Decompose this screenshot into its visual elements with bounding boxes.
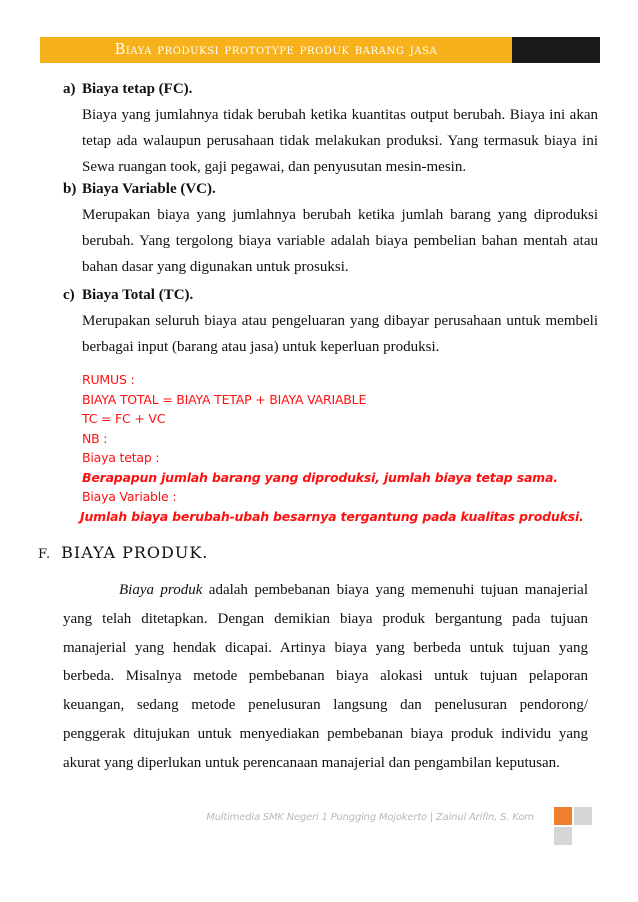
note-fixed-cost-label: Biaya tetap :	[82, 450, 160, 465]
list-marker: b)	[63, 181, 77, 197]
formula-abbreviation: TC = FC + VC	[82, 411, 166, 426]
section-title: BIAYA PRODUK.	[61, 543, 209, 562]
note-variable-cost-label: Biaya Variable :	[82, 489, 177, 504]
item-title: Biaya Variable (VC).	[82, 181, 216, 197]
section-heading	[38, 543, 208, 562]
paragraph-body: adalah pembebanan biaya yang memenuhi tujuan manajerial yang telah ditetapkan. Dengan demikian biaya produk bergantung pada tujuan manajerial yang hendak dicapai. Artinya biaya yang berbeda untuk tujuan yang berbeda. Misalnya metode pembebanan biaya alokasi untuk tujuan pelaporan keuangan, sedang metode penelusuran langsung dan penelusuran pendorong/ penggerak ditujukan untuk menyediakan pembebanan biaya produk individu yang akurat yang diperlukan untuk perencanaan manajerial dan pengambilan keputusan.	[63, 582, 588, 771]
header-title: Biaya produksi prototype produk barang jasa	[40, 37, 512, 63]
list-marker: a)	[63, 81, 76, 97]
paragraph-lead-term: Biaya produk	[119, 582, 203, 598]
note-fixed-cost-text: Berapapun jumlah barang yang diproduksi, jumlah biaya tetap sama.	[82, 469, 558, 485]
note-variable-cost-text: Jumlah biaya berubah-ubah besarnya tergantung pada kualitas produksi.	[80, 508, 584, 524]
footer-gray-square	[574, 807, 592, 825]
formula-equation: BIAYA TOTAL = BIAYA TETAP + BIAYA VARIABLE	[82, 391, 367, 407]
item-title: Biaya tetap (FC).	[82, 81, 193, 97]
list-item-variable-cost	[63, 181, 598, 276]
section-paragraph	[63, 576, 588, 778]
item-description: Merupakan seluruh biaya atau pengeluaran yang dibayar perusahaan untuk membeli berbagai input (barang atau jasa) untuk keperluan produksi.	[82, 313, 598, 355]
list-item-fixed-cost	[63, 81, 598, 176]
item-description: Merupakan biaya yang jumlahnya berubah ketika jumlah barang yang diproduksi berubah. Yang tergolong biaya variable adalah biaya pembelian bahan mentah atau bahan dasar yang digunakan untuk prosuksi.	[82, 207, 598, 275]
footer-text: Multimedia SMK Negeri 1 Pungging Mojokerto | Zainul Arifin, S. Kom	[206, 812, 534, 823]
list-marker: c)	[63, 287, 75, 303]
formula-heading: RUMUS :	[82, 372, 135, 387]
list-item-total-cost	[63, 287, 598, 357]
formula-block	[82, 370, 582, 526]
section-letter: F.	[38, 547, 52, 562]
item-title: Biaya Total (TC).	[82, 287, 194, 303]
footer-orange-square	[554, 807, 572, 825]
note-label: NB :	[82, 430, 108, 446]
footer-gray-square	[554, 827, 572, 845]
item-description: Biaya yang jumlahnya tidak berubah ketika kuantitas output berubah. Biaya ini akan tetap ada walaupun perusahaan tidak melakukan produksi. Yang termasuk biaya ini Sewa ruangan took, gaji pegawai, dan penyusutan mesin-mesin.	[82, 107, 598, 175]
